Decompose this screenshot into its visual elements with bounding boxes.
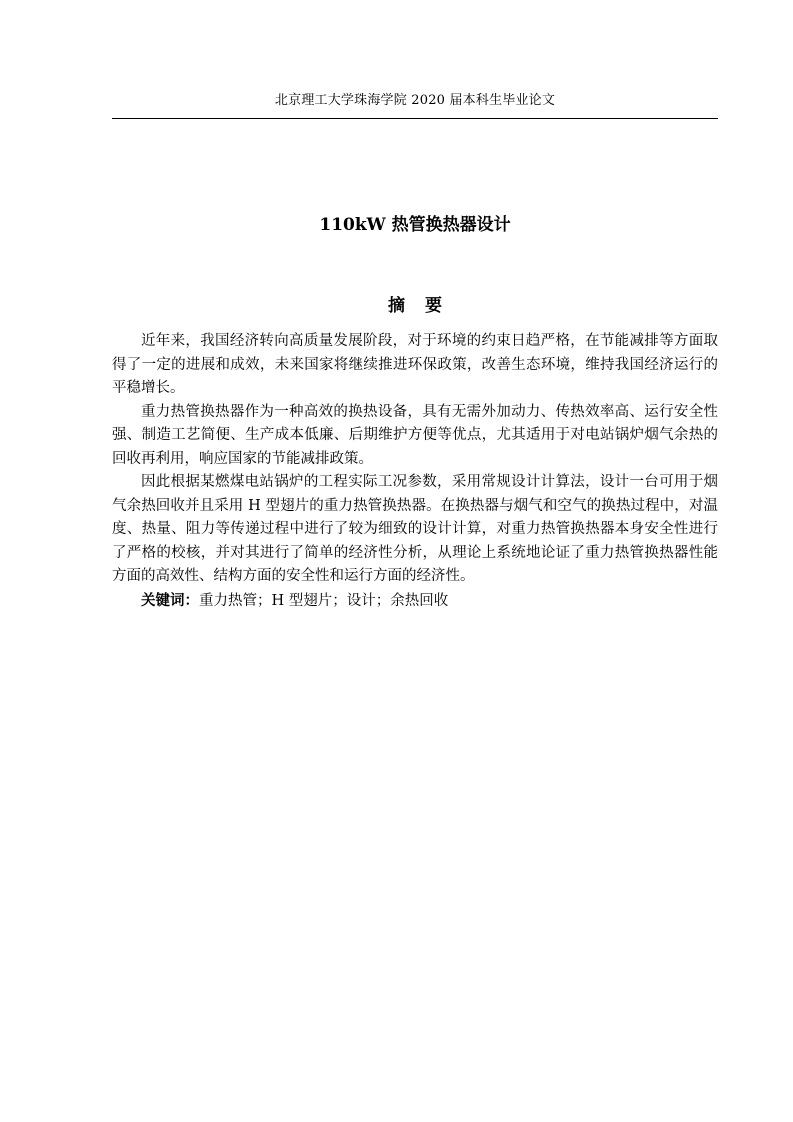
abstract-paragraph-2: 重力热管换热器作为一种高效的换热设备，具有无需外加动力、传热效率高、运行安全性强、制造工艺简便、生产成本低廉、后期维护方便等优点，尤其适用于对电站锅炉烟气余热的回收再利用，响应国家的节能减排政策。 (112, 403, 718, 467)
abstract-body (112, 330, 718, 613)
thesis-title: 110kW 热管换热器设计 (319, 215, 511, 235)
running-header: 北京理工大学珠海学院 2020 届本科生毕业论文 (274, 93, 556, 108)
abstract-paragraph-1: 近年来，我国经济转向高质量发展阶段，对于环境的约束日趋严格，在节能减排等方面取得了一定的进展和成效，未来国家将继续推进环保政策，改善生态环境，维持我国经济运行的平稳增长。 (112, 333, 718, 396)
keywords-label: 关键词： (141, 591, 199, 609)
keywords-text: 重力热管；H 型翅片；设计；余热回收 (199, 592, 449, 609)
keywords-line (112, 589, 718, 614)
abstract-paragraph-3: 因此根据某燃煤电站锅炉的工程实际工况参数，采用常规设计计算法，设计一台可用于烟气余热回收并且采用 H 型翅片的重力热管换热器。在换热器与烟气和空气的换热过程中，对温度、热量、阻力等传递过程中进行了较为细致的设计计算，对重力热管换热器本身安全性进行了严格的校核，并对其进行了简单的经济性分析，从理论上系统地论证了重力热管换热器性能方面的高效性、结构方面的安全性和运行方面的经济性。 (112, 474, 718, 584)
abstract-heading: 摘要 (388, 296, 462, 316)
header-rule (112, 118, 718, 119)
